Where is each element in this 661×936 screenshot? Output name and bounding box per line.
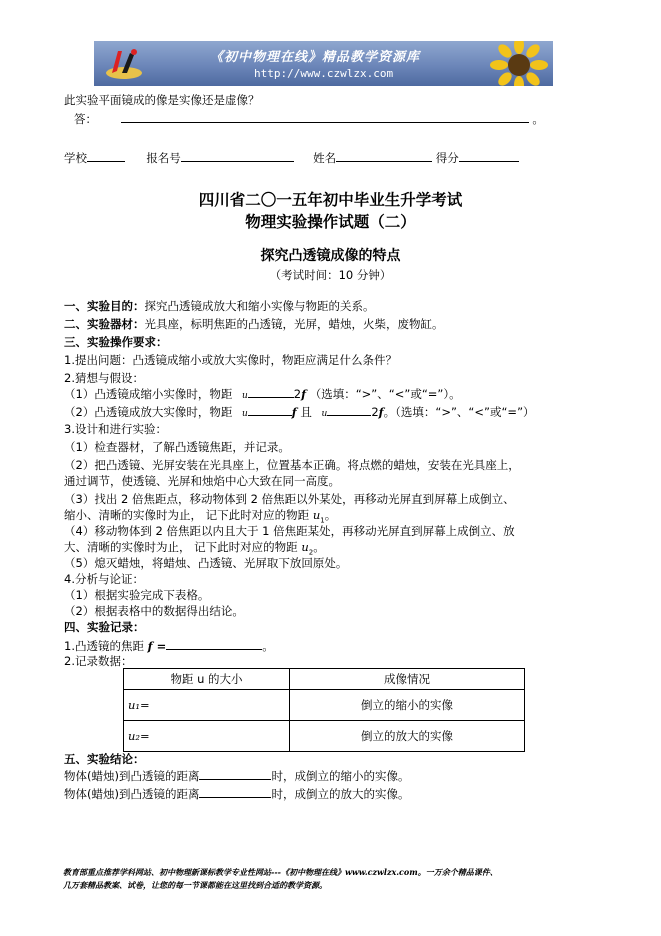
name-blank[interactable] bbox=[336, 150, 432, 162]
conclusion-1-blank[interactable] bbox=[199, 768, 271, 780]
var-u2-sub: 2 bbox=[308, 548, 314, 557]
section-procedure-heading: 三、实验操作要求： bbox=[64, 335, 168, 349]
section-purpose-text: 探究凸透镜成放大和缩小实像与物距的关系。 bbox=[144, 299, 375, 313]
table-header-distance: 物距 u 的大小 bbox=[124, 669, 290, 690]
school-label: 学校 bbox=[64, 151, 87, 165]
step-question: 1.提出问题：凸透镜成缩小或放大实像时，物距应满足什么条件？ bbox=[64, 353, 397, 367]
site-logo-icon bbox=[104, 43, 144, 83]
score-blank[interactable] bbox=[459, 150, 519, 162]
record-focal-length bbox=[64, 638, 274, 654]
experiment-title: 探究凸透镜成像的特点 bbox=[260, 248, 401, 264]
table-row bbox=[124, 690, 525, 721]
var-u1: u bbox=[312, 508, 321, 522]
design-3-text: 缩小、清晰的实像时为止， 记下此时对应的物距 bbox=[64, 508, 310, 522]
section-equipment-heading: 二、实验器材： bbox=[64, 317, 145, 331]
banner-title: 《初中物理在线》精品教学资源库 bbox=[210, 50, 421, 65]
design-2-line2: 通过调节，使透镜、光屏和烛焰中心大致在同一高度。 bbox=[64, 474, 340, 488]
step-design: 3.设计和进行实验： bbox=[64, 422, 167, 436]
sunflower-icon bbox=[489, 41, 549, 86]
design-1: （1）检查器材，了解凸透镜焦距，并记录。 bbox=[64, 440, 290, 454]
conclusion-2-blank[interactable] bbox=[199, 786, 271, 798]
candidate-info-line bbox=[64, 150, 519, 166]
section-record-heading: 四、实验记录： bbox=[64, 620, 145, 634]
section-equipment-text: 光具座，标明焦距的凸透镜，光屏，蜡烛，火柴，废物缸。 bbox=[144, 317, 444, 331]
footer-line-2: 几万套精品教案、试卷，让您的每一节课都能在这里找到合适的教学资源。 bbox=[63, 880, 327, 890]
conclusion-2 bbox=[64, 786, 409, 802]
banner-url: http://www.czwlzx.com bbox=[254, 67, 394, 80]
conclusion-2-pre: 物体(蜡烛)到凸透镜的距离 bbox=[64, 787, 200, 801]
design-3-line1: （3）找出 2 倍焦距点，移动物体到 2 倍焦距以外某处，再移动光屏直到屏幕上成倒立、 bbox=[64, 492, 515, 506]
reg-no-blank[interactable] bbox=[181, 150, 294, 162]
hypothesis-2 bbox=[64, 404, 535, 422]
table-header-image: 成像情况 bbox=[290, 669, 525, 690]
answer-label: 答： bbox=[74, 112, 97, 126]
var-f: f bbox=[378, 405, 384, 419]
section-purpose-heading: 一、实验目的： bbox=[64, 299, 145, 313]
focal-length-blank[interactable] bbox=[166, 638, 262, 650]
answer-line bbox=[74, 111, 544, 127]
hypothesis-1-hint: （选填：“>”、“<”或“=”）。 bbox=[309, 387, 461, 401]
exam-time: （考试时间：10 分钟） bbox=[269, 268, 392, 282]
hypothesis-1 bbox=[64, 386, 461, 404]
school-blank[interactable] bbox=[87, 150, 125, 162]
analysis-2: （2）根据表格中的数据得出结论。 bbox=[64, 604, 244, 618]
footer-line-1: 教育部重点推荐学科网站、初中物理新课标教学专业性网站---《初中物理在线》www.czwlzx.com。一万余个精品课件、 bbox=[63, 867, 498, 877]
step-analysis: 4.分析与论证： bbox=[64, 572, 144, 586]
header-banner bbox=[94, 41, 553, 86]
var-u: u bbox=[321, 409, 328, 419]
table-cell-u2[interactable]: u₂= bbox=[124, 721, 290, 752]
hypothesis-2-text: （2）凸透镜成放大实像时，物距 bbox=[64, 405, 233, 419]
design-2-line1: （2）把凸透镜、光屏安装在光具座上，位置基本正确。将点燃的蜡烛，安装在光具座上， bbox=[64, 458, 520, 472]
exam-subtitle: 物理实验操作试题（二） bbox=[245, 212, 416, 231]
section-equipment bbox=[64, 317, 444, 332]
var-f: f bbox=[301, 387, 307, 401]
name-label: 姓名 bbox=[313, 151, 337, 165]
reg-no-label: 报名号 bbox=[146, 151, 181, 165]
score-label: 得分 bbox=[435, 151, 459, 165]
answer-blank[interactable] bbox=[121, 111, 529, 123]
var-u1-sub: 1 bbox=[320, 516, 325, 525]
record-data-label: 2.记录数据： bbox=[64, 654, 133, 668]
section-purpose bbox=[64, 299, 375, 314]
exam-title: 四川省二〇一五年初中毕业生升学考试 bbox=[198, 190, 463, 209]
conclusion-1-post: 时，成倒立的缩小的实像。 bbox=[271, 769, 410, 783]
table-cell-result: 倒立的放大的实像 bbox=[290, 721, 525, 752]
design-5: （5）熄灭蜡烛，将蜡烛、凸透镜、光屏取下放回原处。 bbox=[64, 556, 348, 570]
conclusion-1-pre: 物体(蜡烛)到凸透镜的距离 bbox=[64, 769, 200, 783]
hypothesis-1-blank[interactable] bbox=[248, 386, 294, 398]
focal-length-end: 。 bbox=[262, 639, 274, 653]
design-4-line1: （4）移动物体到 2 倍焦距以内且大于 1 倍焦距某处，再移动光屏直到屏幕上成倒立、放 bbox=[64, 524, 515, 538]
hypothesis-2-hint: 。（选填：“>”、“<”或“=”） bbox=[383, 405, 535, 419]
design-3-line2: 缩小、清晰的实像时为止， 记下此时对应的物距 $u_1$。 bbox=[64, 508, 337, 525]
analysis-1: （1）根据实验完成下表格。 bbox=[64, 588, 210, 602]
section-conclusion-heading: 五、实验结论： bbox=[64, 752, 145, 766]
hypothesis-2-blank-a[interactable] bbox=[248, 404, 292, 416]
question-text: 此实验平面镜成的像是实像还是虚像？ bbox=[64, 93, 260, 107]
answer-end-mark: 。 bbox=[532, 112, 544, 126]
conclusion-1 bbox=[64, 768, 409, 784]
var-u: u bbox=[241, 391, 248, 401]
page-footer bbox=[63, 866, 623, 892]
var-u2: u bbox=[301, 540, 309, 554]
hypothesis-2-and: 且 bbox=[300, 405, 312, 419]
var-f-eq: f = bbox=[147, 639, 167, 653]
record-table bbox=[123, 668, 525, 752]
design-4-line2: 大、清晰的实像时为止， 记下此时对应的物距 $u_2$。 bbox=[64, 540, 325, 557]
table-cell-u1[interactable]: u₁= bbox=[124, 690, 290, 721]
focal-length-label: 1.凸透镜的焦距 bbox=[64, 639, 144, 653]
var-u: u bbox=[241, 409, 248, 419]
table-row bbox=[124, 721, 525, 752]
two-f-2: 2 bbox=[371, 405, 379, 419]
step-hypothesis: 2.猜想与假设： bbox=[64, 371, 144, 385]
conclusion-2-post: 时，成倒立的放大的实像。 bbox=[271, 787, 410, 801]
var-f: f bbox=[291, 405, 297, 419]
table-cell-result: 倒立的缩小的实像 bbox=[290, 690, 525, 721]
hypothesis-2-blank-b[interactable] bbox=[327, 404, 371, 416]
hypothesis-1-text: （1）凸透镜成缩小实像时，物距 bbox=[64, 387, 233, 401]
design-4-text: 大、清晰的实像时为止， 记下此时对应的物距 bbox=[64, 540, 298, 554]
two-f-2: 2 bbox=[293, 387, 302, 401]
table-header-row bbox=[124, 669, 525, 690]
